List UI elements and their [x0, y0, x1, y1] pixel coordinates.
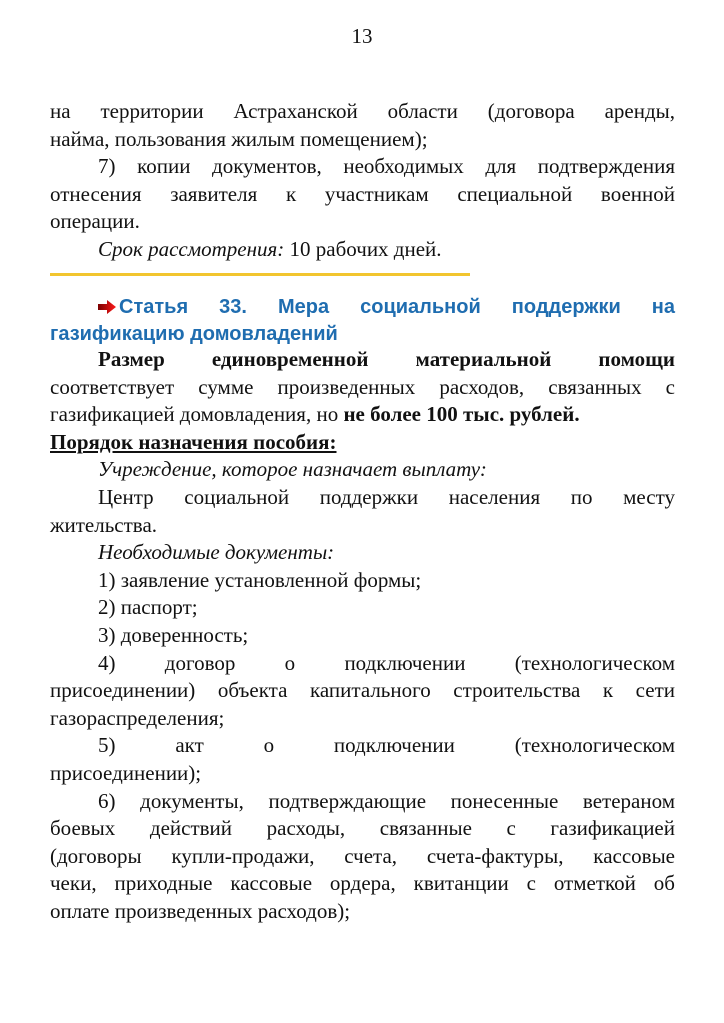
heading-line-2: газификацию домовладений	[50, 323, 338, 345]
text-line: чеки, приходные кассовые ордера, квитанции с отметкой об	[50, 871, 675, 896]
text-line: на территории Астраханской области (договора аренды,	[50, 99, 675, 123]
order-heading: Порядок назначения пособия:	[50, 429, 337, 454]
list-item: 2) паспорт;	[98, 595, 198, 620]
heading-line-1: Статья 33. Мера социальной поддержки на	[119, 296, 675, 318]
text-line: отнесения заявителя к участникам специальной военной	[50, 181, 675, 206]
text-line: присоединении) объекта капитального строительства к сети	[50, 678, 675, 703]
review-term-label: Срок рассмотрения:	[98, 236, 285, 261]
text-line: найма, пользования жилым помещением);	[50, 126, 428, 151]
list-item: 3) доверенность;	[98, 622, 249, 647]
body-block	[50, 346, 675, 925]
text-line	[50, 401, 675, 429]
top-block	[50, 98, 675, 264]
article-heading	[50, 294, 675, 348]
text-line: газораспределения;	[50, 705, 225, 730]
size-bold: Размер единовременной материальной помощи	[98, 347, 675, 371]
size-text: газификацией домовладения, но	[50, 402, 344, 427]
red-arrow-icon	[98, 300, 116, 314]
institution-text: Центр социальной поддержки населения по месту	[98, 484, 675, 509]
text-line: боевых действий расходы, связанные с газификацией	[50, 816, 675, 841]
text-line: операции.	[50, 209, 140, 234]
text-line: оплате произведенных расходов);	[50, 898, 351, 923]
text-line: жительства.	[50, 512, 158, 537]
page-number: 13	[351, 24, 373, 48]
text-line: соответствует сумме произведенных расходов, связанных с	[50, 374, 675, 399]
list-item: 5) акт о подключении (технологическом	[98, 733, 675, 758]
list-item: 6) документы, подтверждающие понесенные ветераном	[98, 788, 675, 813]
review-term	[50, 236, 675, 264]
institution-label: Учреждение, которое назначает выплату:	[98, 457, 487, 482]
text-line: (договоры купли-продажи, счета, счета-фактуры, кассовые	[50, 843, 675, 868]
size-limit: не более 100 тыс. рублей.	[343, 402, 580, 427]
list-item: 4) договор о подключении (технологическом	[98, 650, 675, 675]
list-item-7: 7) копии документов, необходимых для подтверждения	[98, 154, 675, 179]
text-line: присоединении);	[50, 760, 202, 785]
heading-line	[50, 294, 675, 321]
docs-label: Необходимые документы:	[98, 540, 335, 565]
list-item: 1) заявление установленной формы;	[98, 567, 422, 592]
review-term-value: 10 рабочих дней.	[284, 236, 442, 261]
divider	[50, 273, 470, 276]
